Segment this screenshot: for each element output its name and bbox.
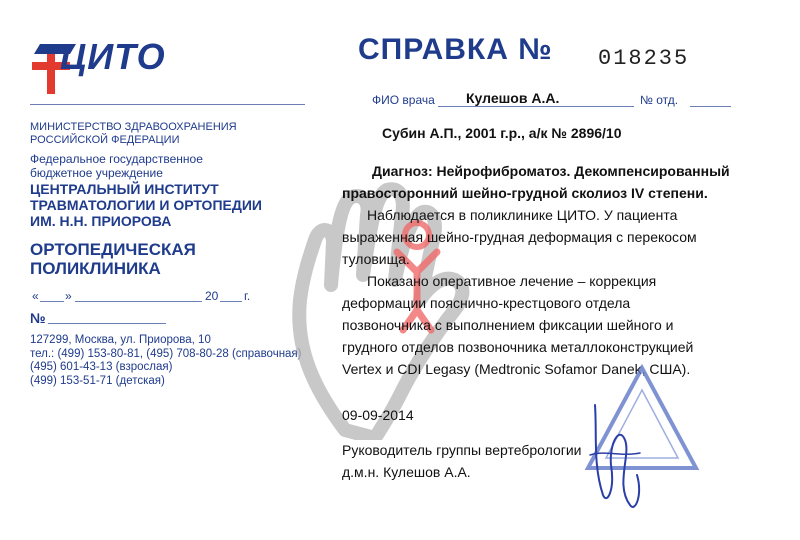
federal-line: бюджетное учреждение — [30, 166, 163, 180]
date-year-line — [220, 301, 242, 302]
ministry-line: МИНИСТЕРСТВО ЗДРАВООХРАНЕНИЯ — [30, 121, 237, 133]
treatment-line: Показано оперативное лечение – коррекция — [367, 273, 657, 289]
date-month-line — [75, 301, 202, 302]
date-day-line — [40, 301, 64, 302]
treatment-line: грудного отделов позвоночника металлоконструкцией — [342, 339, 694, 355]
polyclinic-line: ПОЛИКЛИНИКА — [30, 259, 161, 278]
observed-line: туловища. — [342, 251, 410, 267]
dept-label: № отд. — [640, 93, 679, 107]
institute-line: ИМ. Н.Н. ПРИОРОВА — [30, 213, 172, 229]
signature-name: д.м.н. Кулешов А.А. — [342, 464, 471, 480]
institute-line: ТРАВМАТОЛОГИИ И ОРТОПЕДИИ — [30, 197, 262, 213]
treatment-line: позвоночника с выполнением фиксации шейного и — [342, 317, 674, 333]
address-line: (495) 601-43-13 (взрослая) — [30, 361, 173, 373]
observed-block — [342, 204, 697, 270]
diagnosis-block — [342, 160, 730, 204]
doctor-line — [438, 106, 634, 107]
date-quote-open: « — [32, 289, 39, 303]
observed-line: выраженная шейно-грудная деформация с перекосом — [342, 229, 697, 245]
ministry-line: РОССИЙСКОЙ ФЕДЕРАЦИИ — [30, 134, 180, 146]
logo-text: ЦИТО — [60, 36, 166, 77]
document-number: 018235 — [598, 46, 690, 71]
treatment-line: Vertex и CDI Legasy (Medtronic Sofamor Danek, США). — [342, 361, 691, 377]
doctor-label: ФИО врача — [372, 93, 435, 107]
address-line: тел.: (499) 153-80-81, (495) 708-80-28 (справочная) — [30, 347, 302, 360]
doctor-name: Кулешов А.А. — [466, 90, 560, 106]
federal-line: Федеральное государственное — [30, 152, 203, 166]
federal-block — [30, 152, 203, 180]
observed-line: Наблюдается в поликлинике ЦИТО. У пациента — [367, 207, 678, 223]
document-title: СПРАВКА № — [358, 33, 553, 66]
dept-line — [690, 106, 731, 107]
date-year-prefix: 20 — [205, 289, 219, 303]
signature-title: Руководитель группы вертебрологии — [342, 442, 582, 458]
address-block — [30, 334, 302, 388]
handwritten-signature — [585, 395, 655, 515]
signature-block — [342, 439, 582, 483]
address-line: 127299, Москва, ул. Приорова, 10 — [30, 334, 211, 346]
address-line: (499) 153-51-71 (детская) — [30, 374, 165, 387]
date-quote-close: » — [65, 289, 72, 303]
ministry-block — [30, 121, 237, 147]
diagnosis-line: Диагноз: Нейрофиброматоз. Декомпенсированный — [372, 163, 730, 179]
treatment-line: деформации пояснично-крестцового отдела — [342, 295, 631, 311]
date-g: г. — [244, 289, 251, 303]
no-line — [48, 323, 166, 324]
issue-date: 09-09-2014 — [342, 407, 414, 423]
polyclinic-name — [30, 240, 196, 278]
no-label: № — [30, 310, 46, 326]
diagnosis-line: правосторонний шейно-грудной сколиоз IV степени. — [342, 185, 708, 201]
header-rule — [30, 104, 305, 105]
institute-name — [30, 181, 262, 229]
patient-info: Субин А.П., 2001 г.р., а/к № 2896/10 — [382, 125, 622, 141]
institute-line: ЦЕНТРАЛЬНЫЙ ИНСТИТУТ — [30, 181, 219, 197]
polyclinic-line: ОРТОПЕДИЧЕСКАЯ — [30, 240, 196, 259]
